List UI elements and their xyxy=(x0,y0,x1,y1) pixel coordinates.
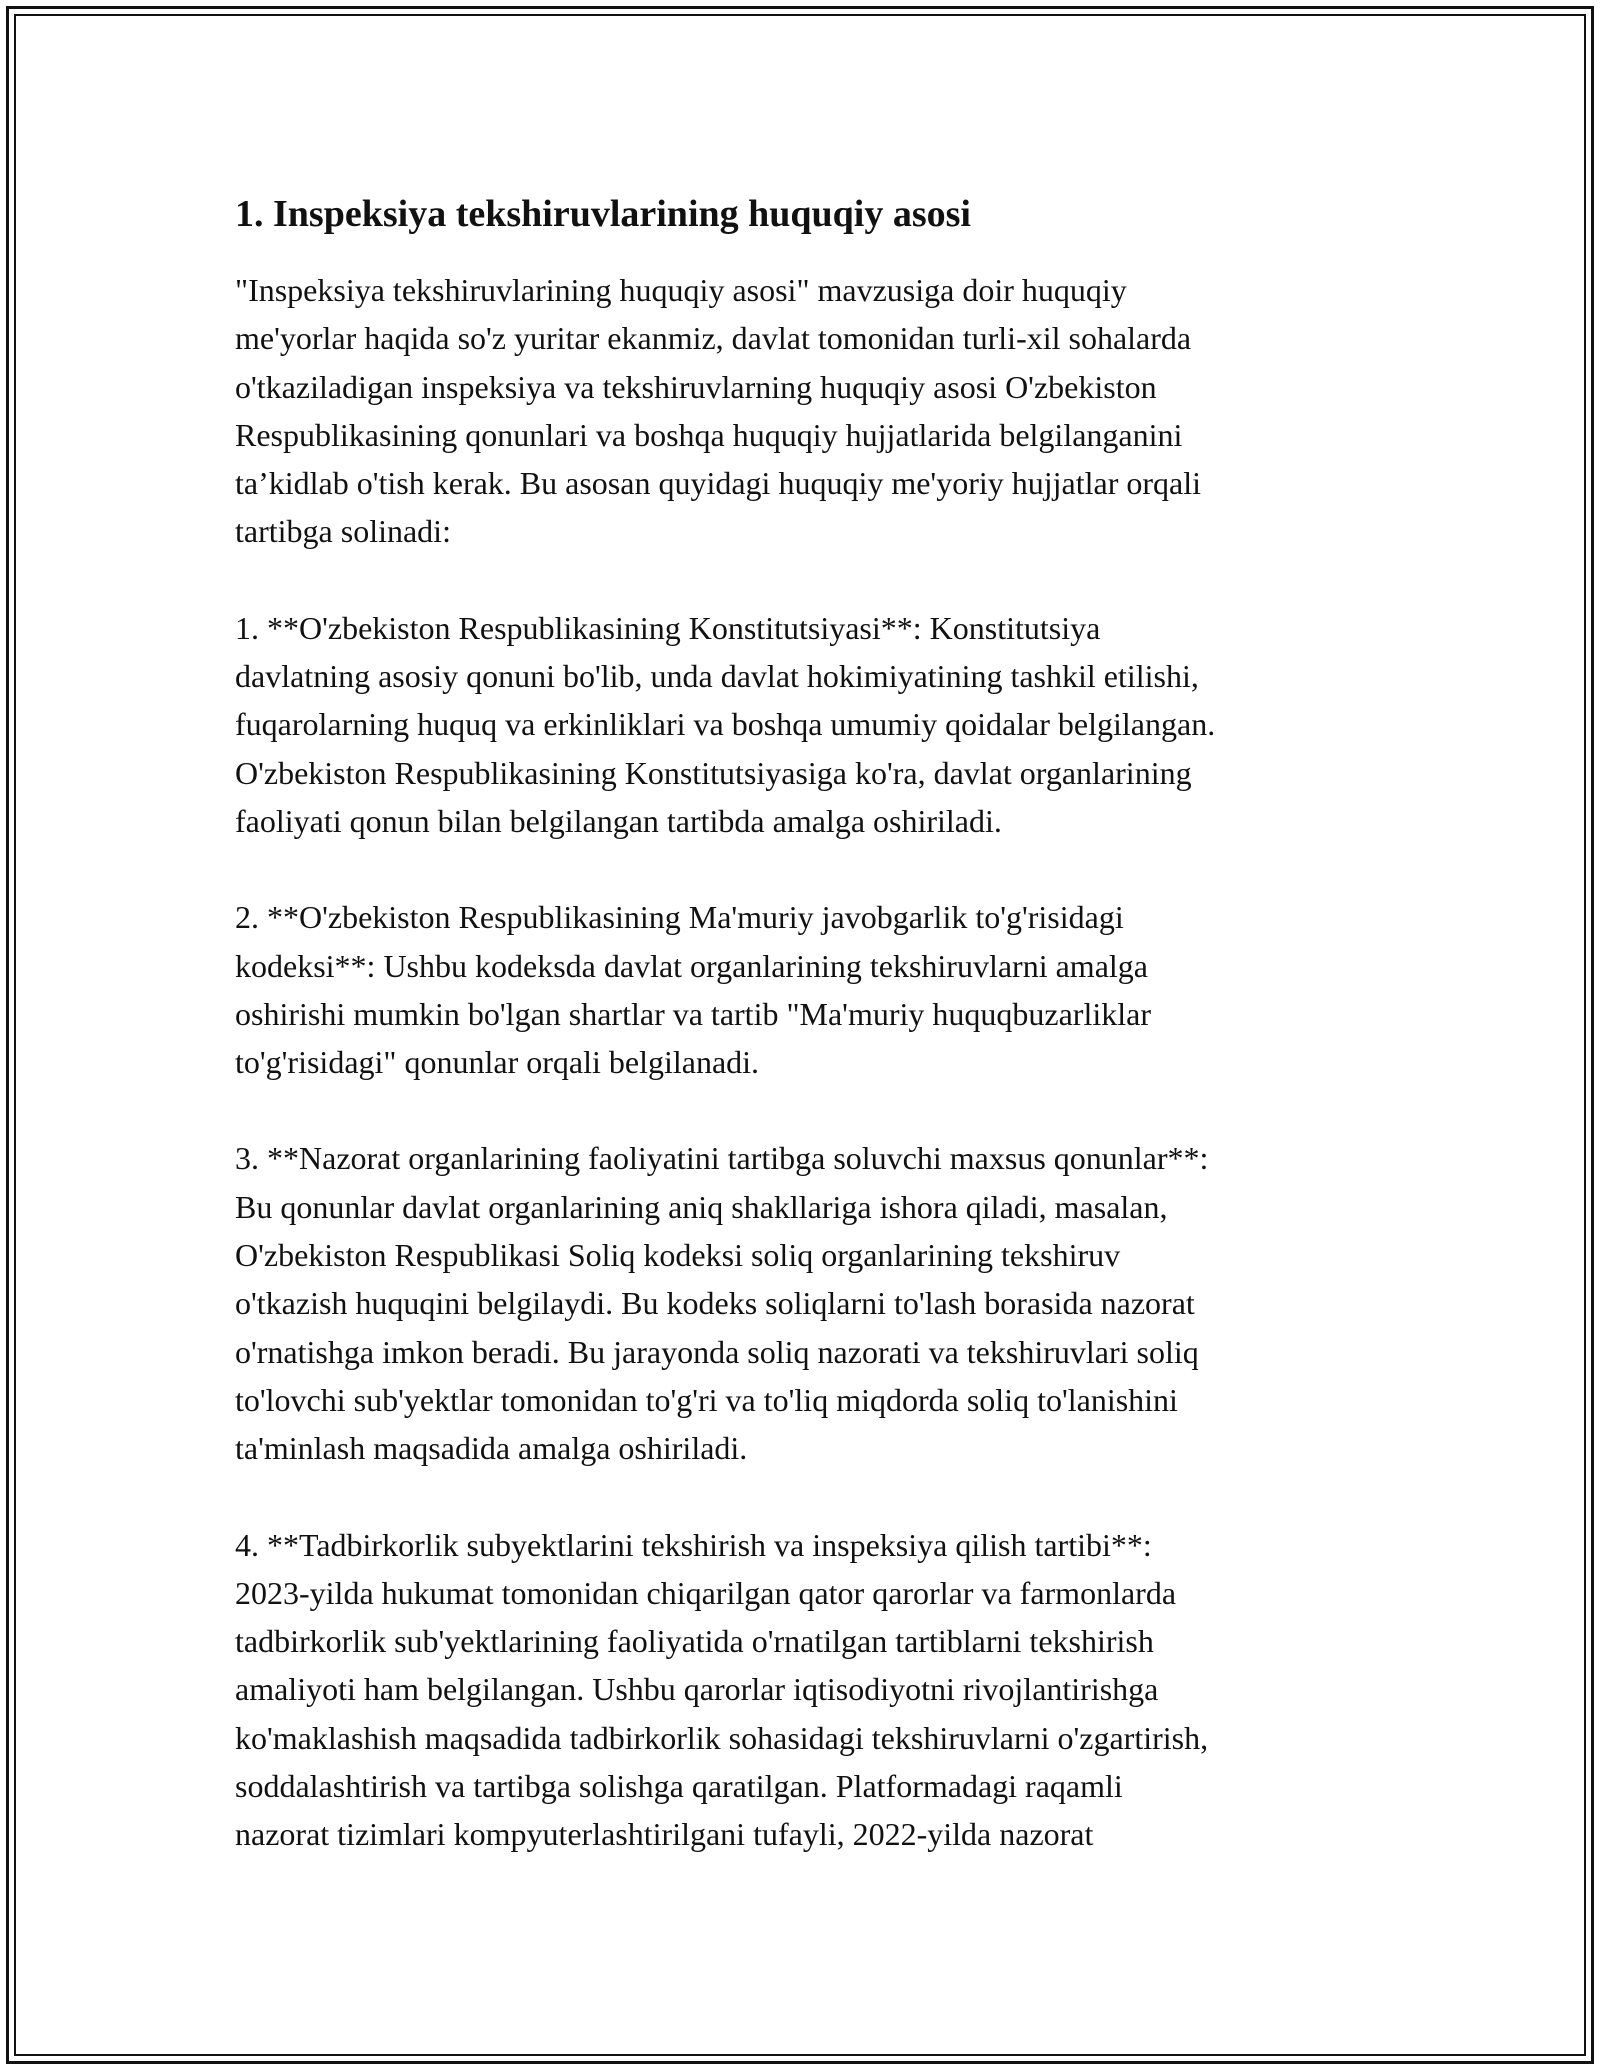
section-heading: 1. Inspeksiya tekshiruvlarining huquqiy asosi xyxy=(235,193,971,235)
list-item-special-laws: 3. **Nazorat organlarining faoliyatini tartibga soluvchi maxsus qonunlar**: Bu qonunlar davlat organlarining aniq shakllariga ishora qiladi, masalan, O'zbekiston Respublikasi Soliq kodeksi soliq organlarining tekshiruv o'tkazish huquqini belgilaydi. Bu kodeks soliqlarni to'lash borasida nazorat o'rnatishga imkon beradi. Bu jarayonda soliq nazorati va tekshiruvlari soliq to'lovchi sub'yektlar tomonidan to'g'ri va to'liq miqdorda soliq to'lanishini ta'minlash maqsadida amalga oshiriladi. xyxy=(235,1140,1209,1467)
document-body xyxy=(235,188,1375,1907)
list-item-administrative-code: 2. **O'zbekiston Respublikasining Ma'muriy javobgarlik to'g'risidagi kodeksi**: Ushbu kodeksda davlat organlarining tekshiruvlarni amalga oshirishi mumkin bo'lgan shartlar va tartib "Ma'muriy huquqbuzarliklar to'g'risidagi" qonunlar orqali belgilanadi. xyxy=(235,899,1151,1081)
intro-paragraph: "Inspeksiya tekshiruvlarining huquqiy asosi" mavzusiga doir huquqiy me'yorlar haqida so'z yuritar ekanmiz, davlat tomonidan turli-xil sohalarda o'tkaziladigan inspeksiya va tekshiruvlarning huquqiy asosi O'zbekiston Respublikasining qonunlari va boshqa huquqiy hujjatlarida belgilanganini ta’kidlab o'tish kerak. Bu asosan quyidagi huquqiy me'yoriy hujjatlar orqali tartibga solinadi: xyxy=(235,272,1201,550)
list-item-business-inspection: 4. **Tadbirkorlik subyektlarini tekshirish va inspeksiya qilish tartibi**: 2023-yilda hukumat tomonidan chiqarilgan qator qarorlar va farmonlarda tadbirkorlik sub'yektlarining faoliyatida o'rnatilgan tartiblarni tekshirish amaliyoti ham belgilangan. Ushbu qarorlar iqtisodiyotni rivojlantirishga ko'maklashish maqsadida tadbirkorlik sohasidagi tekshiruvlarni o'zgartirish, soddalashtirish va tartibga solishga qaratilgan. Platformadagi raqamli nazorat tizimlari kompyuterlashtirilgani tufayli, 2022-yilda nazorat xyxy=(235,1526,1209,1853)
list-item-constitution: 1. **O'zbekiston Respublikasining Konstitutsiyasi**: Konstitutsiya davlatning asosiy qonuni bo'lib, unda davlat hokimiyatining tashkil etilishi, fuqarolarning huquq va erkinliklari va boshqa umumiy qoidalar belgilangan. O'zbekiston Respublikasining Konstitutsiyasiga ko'ra, davlat organlarining faoliyati qonun bilan belgilangan tartibda amalga oshiriladi. xyxy=(235,609,1216,839)
